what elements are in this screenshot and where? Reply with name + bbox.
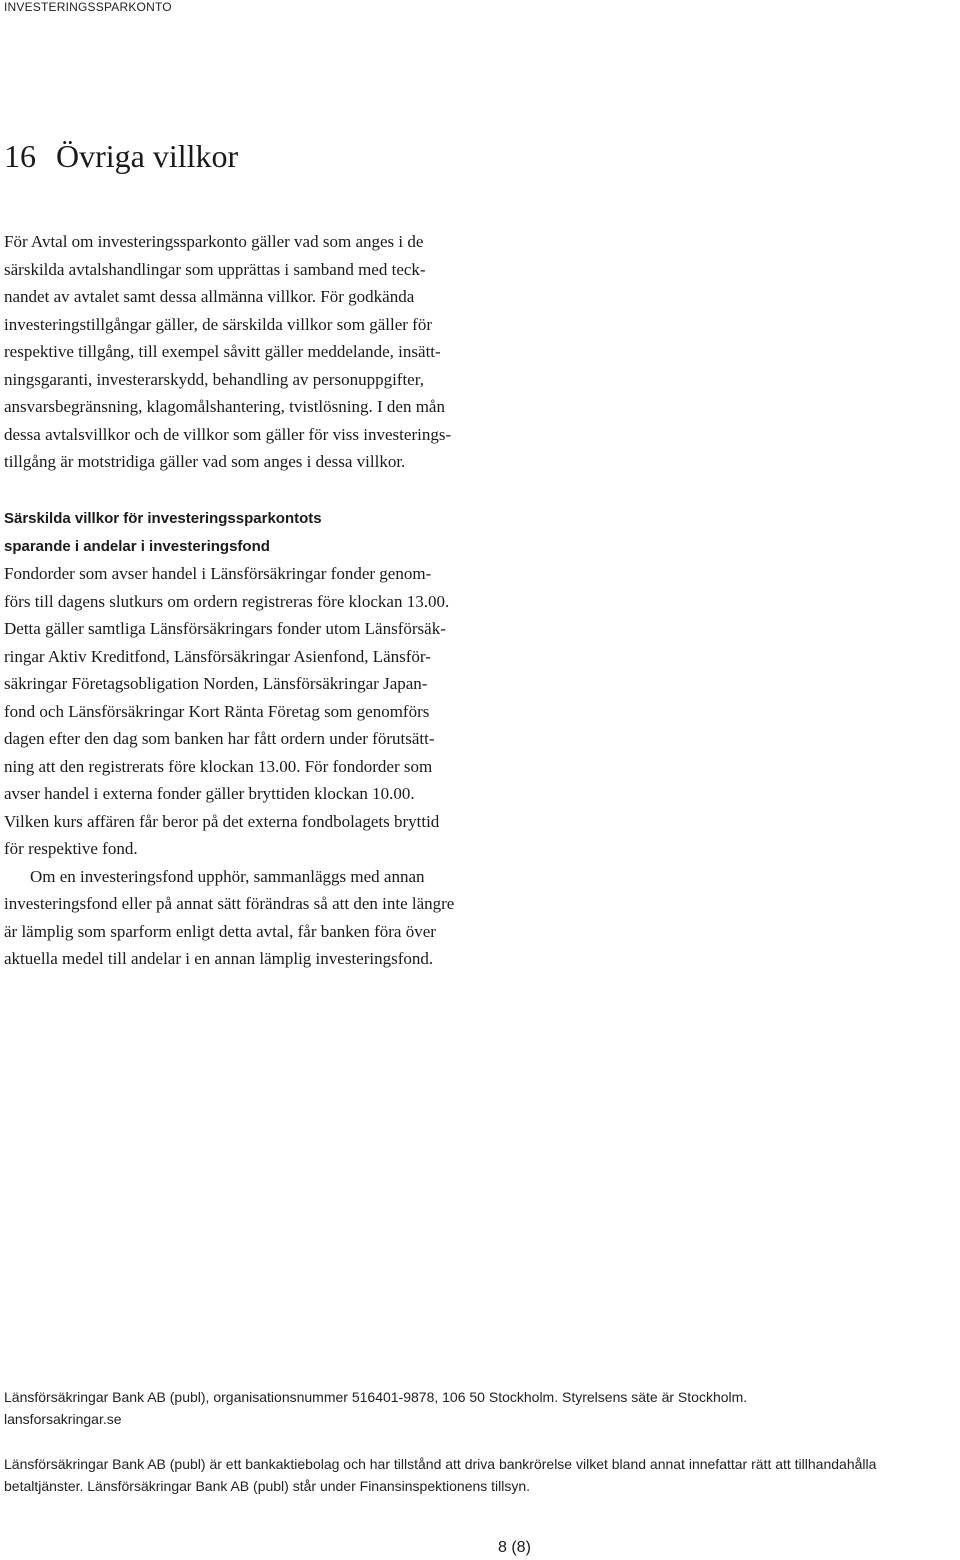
subheading-line: sparande i andelar i investeringsfond [4, 537, 270, 555]
page-number: 8 (8) [498, 1539, 531, 1556]
paragraph-avtal [4, 228, 504, 476]
paragraph-fondorder [4, 560, 504, 973]
footer-company-line: Länsförsäkringar Bank AB (publ), organisationsnummer 516401-9878, 106 50 Stockholm. Styrelsens säte är Stockholm. [4, 1389, 748, 1405]
footer-company-info [4, 1386, 959, 1430]
paragraph-line: ansvarsbegränsning, klagomålshantering, tvistlösning. I den mån [4, 397, 445, 416]
paragraph-line: Detta gäller samtliga Länsförsäkringars fonder utom Länsförsäk- [4, 619, 446, 638]
paragraph-line: särskilda avtalshandlingar som upprättas i samband med teck- [4, 259, 426, 279]
paragraph-line: aktuella medel till andelar i en annan lämplig investeringsfond. [4, 949, 434, 968]
paragraph-line: ringar Aktiv Kreditfond, Länsförsäkringar Asienfond, Länsför- [4, 646, 431, 666]
paragraph-line: investeringsfond eller på annat sätt förändras så att den inte längre [4, 894, 455, 913]
paragraph-line: respektive tillgång, till exempel såvitt gäller meddelande, insätt- [4, 342, 441, 361]
section-number: 16 [4, 138, 36, 174]
paragraph-line: Vilken kurs affären får beror på det externa fondbolagets bryttid [4, 811, 440, 831]
footer-license-info [4, 1453, 959, 1497]
paragraph-line: fond och Länsförsäkringar Kort Ränta Företag som genomförs [4, 701, 430, 721]
paragraph-line: säkringar Företagsobligation Norden, Länsförsäkringar Japan- [4, 674, 428, 693]
paragraph-line: investeringstillgångar gäller, de särskilda villkor som gäller för [4, 314, 432, 334]
subheading-fondsparande [4, 505, 524, 560]
paragraph-line: dagen efter den dag som banken har fått ordern under förutsätt- [4, 729, 435, 748]
footer-license-line: Länsförsäkringar Bank AB (publ) är ett bankaktiebolag och har tillstånd att driva bankrörelse vilket bland annat innefattar rätt att tillhandahålla [4, 1456, 877, 1472]
paragraph-line: är lämplig som sparform enligt detta avtal, får banken föra över [4, 921, 436, 941]
running-head: INVESTERINGSSPARKONTO [4, 0, 172, 14]
paragraph-line: ning att den registrerats före klockan 13.00. För fondorder som [4, 756, 433, 776]
footer-website-link[interactable]: lansforsakringar.se [4, 1411, 122, 1427]
paragraph-line: nandet av avtalet samt dessa allmänna villkor. För godkända [4, 287, 415, 306]
paragraph-line: avser handel i externa fonder gäller bryttiden klockan 10.00. [4, 784, 415, 803]
paragraph-line: Fondorder som avser handel i Länsförsäkringar fonder genom- [4, 564, 432, 583]
section-title [4, 134, 238, 178]
subheading-line: Särskilda villkor för investeringssparkontots [4, 510, 322, 527]
paragraph-line: tillgång är motstridiga gäller vad som anges i dessa villkor. [4, 452, 406, 471]
paragraph-line: för respektive fond. [4, 839, 138, 858]
footer-license-line: betaltjänster. Länsförsäkringar Bank AB (publ) står under Finansinspektionens tillsyn. [4, 1478, 531, 1494]
paragraph-line: dessa avtalsvillkor och de villkor som gäller för viss investerings- [4, 424, 452, 444]
paragraph-line: Om en investeringsfond upphör, sammanläggs med annan [30, 866, 425, 886]
paragraph-line: ningsgaranti, investerarskydd, behandling av personuppgifter, [4, 369, 424, 389]
paragraph-line: För Avtal om investeringssparkonto gäller vad som anges i de [4, 232, 424, 251]
section-title-text: Övriga villkor [56, 138, 239, 174]
paragraph-line: förs till dagens slutkurs om ordern registreras före klockan 13.00. [4, 591, 450, 611]
